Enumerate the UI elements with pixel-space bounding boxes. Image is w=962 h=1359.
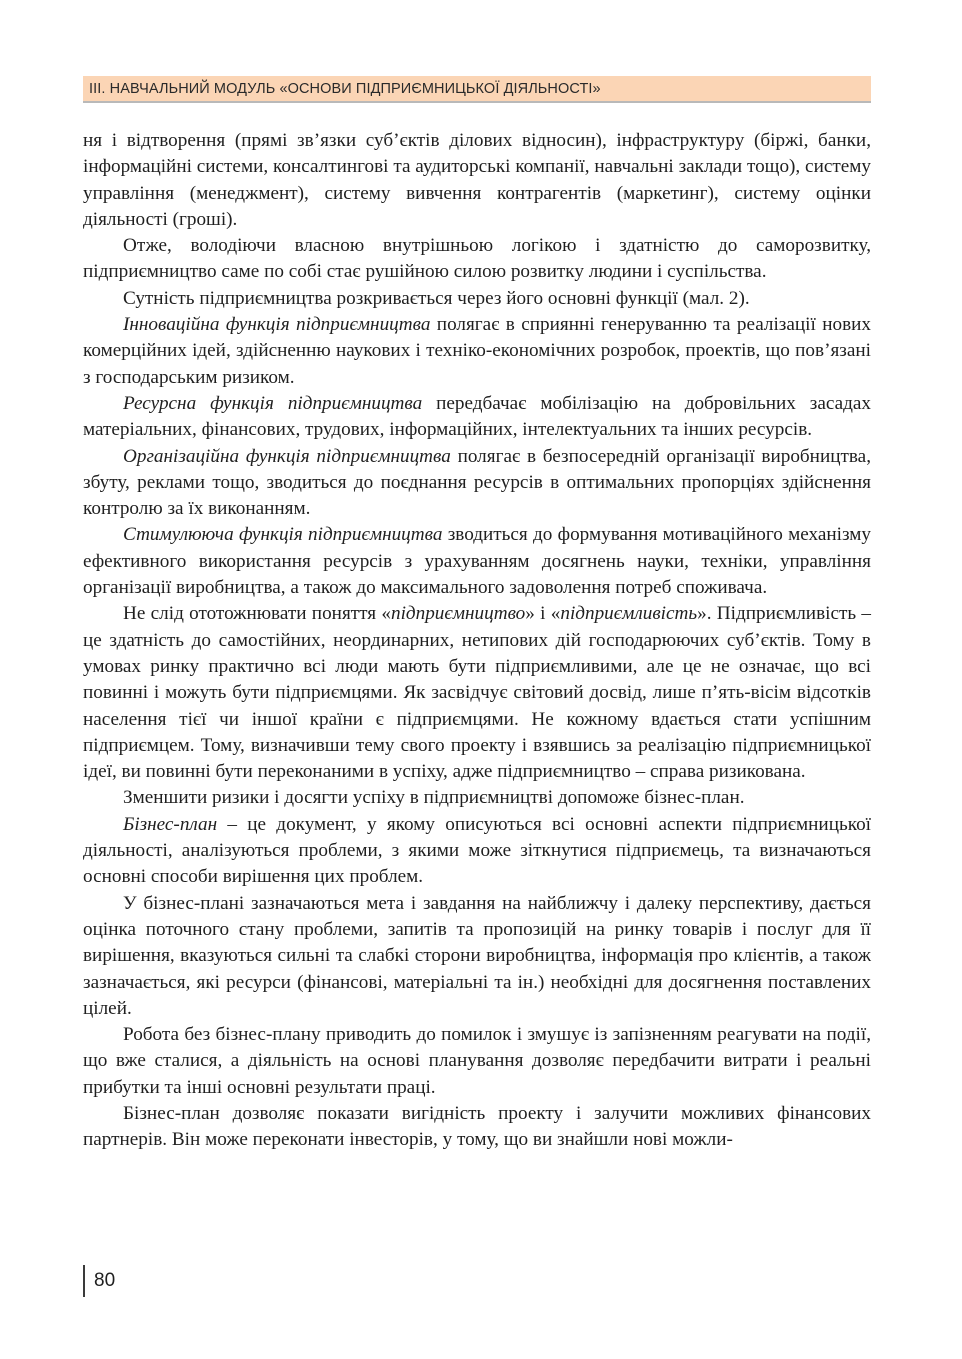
paragraph-enterprise-text-a: Не слід ототожнювати поняття « — [123, 603, 391, 625]
paragraph-plan-benefits: Бізнес-план дозволяє показати вигідність проекту і залучити можливих фінансових партнерів. Він може переконати інвесторів, у тому, що ви знайшли нові можли- — [83, 1102, 871, 1151]
paragraph-business-plan-contents: У бізнес-плані зазначаються мета і завдання на найближчу і далеку перспективу, дається оцінка поточного стану проблеми, запитів та пропозицій на ринку товарів і послуг для її вирішення, вказуються сильні та слабкі сторони виробництва, інформація про клієнтів, а також зазначається, які ресурси (фінансові, матеріальні та ін.) необхідні для досягнення поставлених цілей. — [83, 892, 871, 1019]
paragraph-innovation-function — [83, 312, 871, 391]
page-body — [83, 128, 871, 1154]
paragraph-enterprise-vs-entrepreneurship — [83, 601, 871, 785]
paragraph-business-plan-text: – це документ, у якому описуються всі основні аспекти підприємницької діяльності, аналізуються проблеми, з якими може зіткнутися підприємець, та визначаються основні способи вирішення цих проблем. — [83, 813, 871, 888]
paragraph-reduce-risks: Зменшити ризики і досягти успіху в підприємництві допоможе бізнес-план. — [123, 787, 745, 809]
term-enterprise: підприємливість — [560, 603, 698, 625]
term-resource-function: Ресурсна функція підприємництва — [123, 392, 423, 414]
paragraph-enterprise-text-c: ». Підприємливість – це здатність до самостійних, неординарних, нетипових дій господарюючих суб’єктів. Тому в умовах ринку практично всі люди мають бути підприємливими, але це не означає, що всі повинні і можуть бути підприємцями. Як засвідчує світовий досвід, лише п’ять-вісім відсотків населення тієї чи іншої країни є підприємцями. Не кожному вдається стати успішним підприємцем. Тому, визначивши тему свого проекту і взявшись за реалізацію підприємницької ідеї, ви повинні бути переконаними в успіху, адже підприємництво – справа ризикована. — [83, 603, 871, 783]
paragraph-enterprise-text-b: » і « — [525, 603, 561, 625]
paragraph-self-development: Отже, володіючи власною внутрішньою логікою і здатністю до саморозвитку, підприємництво саме по собі стає рушійною силою розвитку людини і суспільства. — [83, 235, 871, 283]
paragraph-functions-intro: Сутність підприємництва розкривається через його основні функції (мал. 2). — [123, 287, 750, 309]
paragraph-continuation: ня і відтворення (прямі зв’язки суб’єктів ділових відносин), інфраструктуру (біржі, банки, інформаційні системи, консалтингові та аудиторські компанії, навчальні заклади тощо), систему управління (менеджмент), систему вивчення контрагентів (маркетинг), систему оцінки діяльності (гроші). — [83, 130, 871, 230]
page-number: 80 — [94, 1270, 116, 1291]
term-innovation-function: Інноваційна функція підприємництва — [123, 314, 431, 336]
term-business-plan: Бізнес-план — [123, 813, 218, 835]
paragraph-organizational-text: полягає в безпосередній організації виробництва, збуту, реклами тощо, зводиться до поєднання ресурсів в оптимальних пропорціях здійснення контролю за їх виконанням. — [83, 445, 871, 520]
running-header — [83, 76, 871, 103]
term-organizational-function: Організаційна функція підприємництва — [123, 445, 451, 467]
term-stimulating-function: Стимулююча функція підприємництва — [123, 524, 443, 546]
paragraph-innovation-text: полягає в сприянні генеруванню та реалізації нових комерційних ідей, здійсненню наукових і техніко-економічних розробок, проектів, що пов’язані з господарським ризиком. — [83, 314, 871, 388]
paragraph-organizational-function — [83, 444, 871, 523]
paragraph-work-without-plan: Робота без бізнес-плану приводить до помилок і змушує із запізненням реагувати на події, що вже сталися, а діяльність на основі планування дозволяє передбачити витрати і реальні прибутки та інші основні результати праці. — [83, 1024, 871, 1098]
term-entrepreneurship: підприємництво — [390, 603, 526, 625]
paragraph-resource-text: передбачає мобілізацію на добровільних засадах матеріальних, фінансових, трудових, інформаційних, інтелектуальних та інших ресурсів. — [83, 392, 871, 441]
paragraph-stimulating-text: зводиться до формування мотиваційного механізму ефективного використання ресурсів з урахуванням досягнень науки, техніки, управління організації виробництва, а також до максимального задоволення потреб споживача. — [83, 524, 871, 599]
paragraph-resource-function — [83, 391, 871, 444]
running-header-title: III. НАВЧАЛЬНИЙ МОДУЛЬ «ОСНОВИ ПІДПРИЄМНИЦЬКОЇ ДІЯЛЬНОСТІ» — [89, 81, 601, 97]
paragraph-business-plan-definition — [83, 812, 871, 891]
page-footer — [83, 1265, 116, 1297]
paragraph-stimulating-function — [83, 522, 871, 601]
